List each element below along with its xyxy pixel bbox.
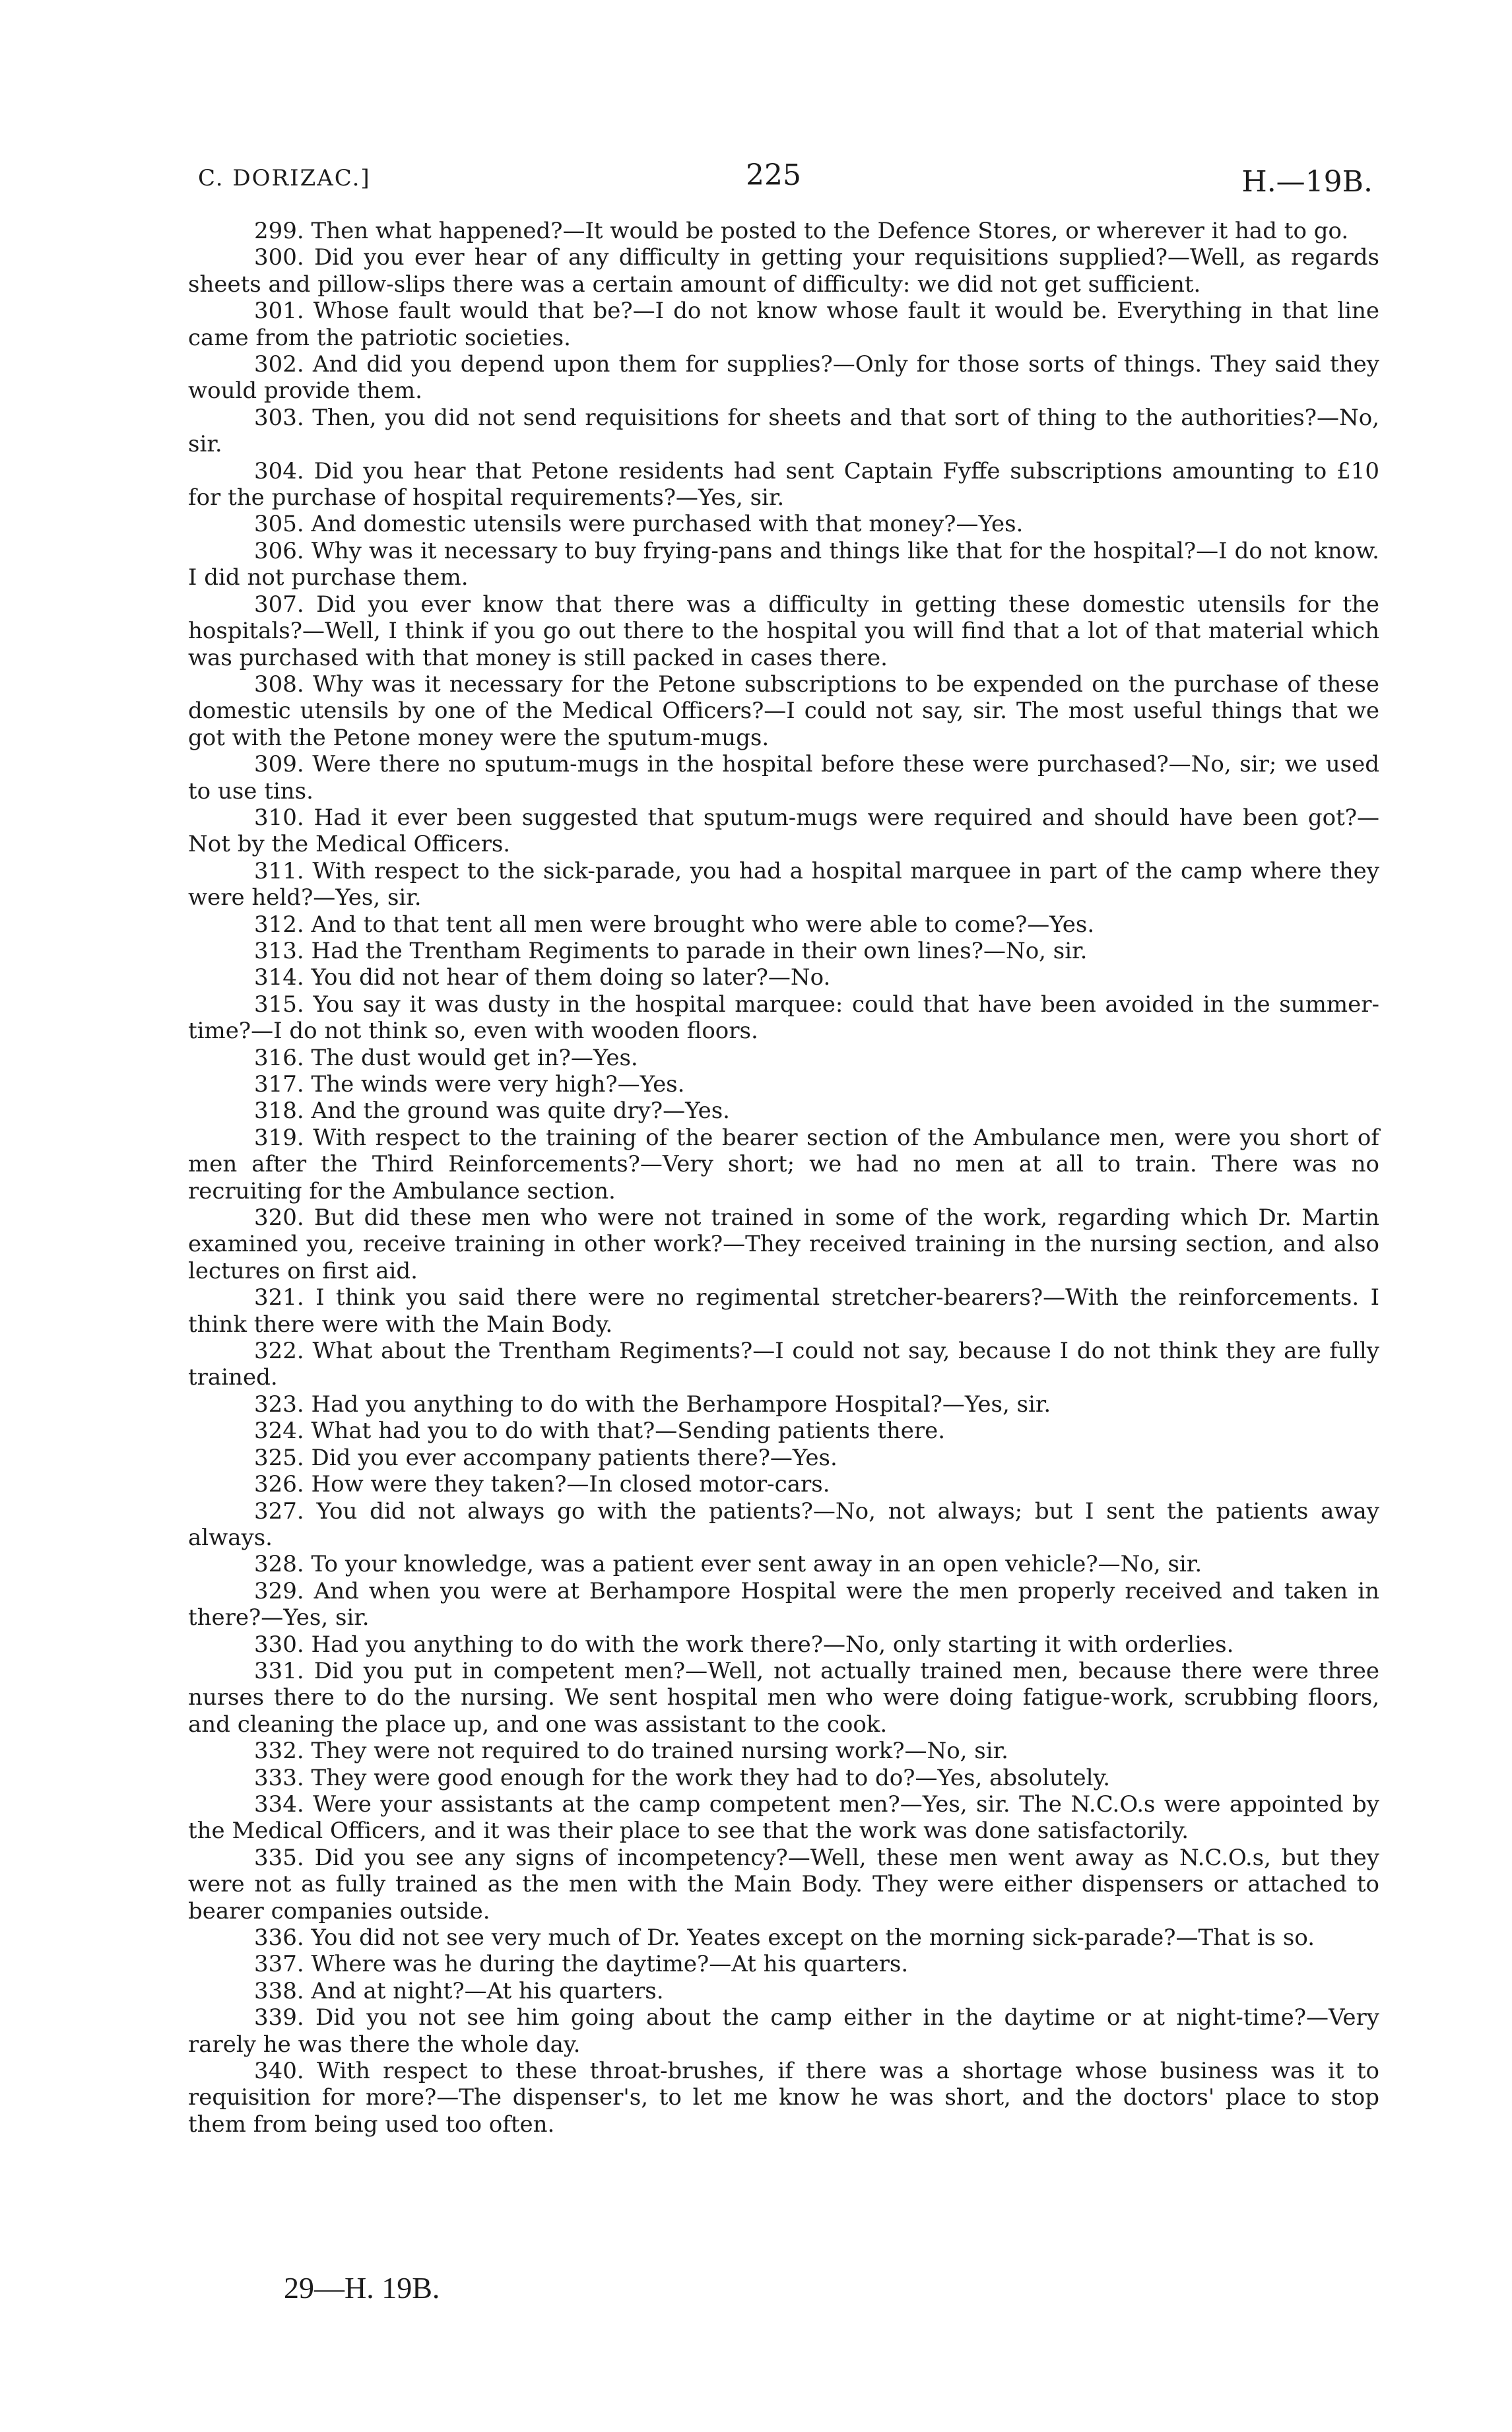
paper-reference: H.—19B. xyxy=(1241,165,1373,199)
question-316: 316. The dust would get in?—Yes. xyxy=(254,1044,638,1071)
question-320: 320. But did these men who were not trained in some of the work, regarding which Dr. Martin examined you, receive training in other work?—They received training in the nursing section, and also lectures on first aid. xyxy=(188,1204,1379,1284)
question-303: 303. Then, you did not send requisitions for sheets and that sort of thing to the authorities?—No, sir. xyxy=(188,404,1379,458)
question-331: 331. Did you put in competent men?—Well, not actually trained men, because there were three nurses there to do the nursing. We sent hospital men who were doing fatigue-work, scrubbing floors, and cleaning the place up, and one was assistant to the cook. xyxy=(188,1657,1379,1738)
question-322: 322. What about the Trentham Regiments?—I could not say, because I do not think they are fully trained. xyxy=(188,1338,1379,1391)
question-324: 324. What had you to do with that?—Sending patients there. xyxy=(254,1418,946,1445)
question-310: 310. Had it ever been suggested that sputum-mugs were required and should have been got?—Not by the Medical Officers. xyxy=(188,804,1379,858)
question-329: 329. And when you were at Berhampore Hospital were the men properly received and taken in there?—Yes, sir. xyxy=(188,1577,1379,1631)
question-333: 333. They were good enough for the work they had to do?—Yes, absolutely. xyxy=(254,1764,1110,1791)
evidence-body xyxy=(188,218,1379,2138)
page-header xyxy=(198,158,1373,211)
question-314: 314. You did not hear of them doing so later?—No. xyxy=(254,964,831,991)
question-339: 339. Did you not see him going about the camp either in the daytime or at night-time?—Very rarely he was there the whole day. xyxy=(188,2004,1379,2058)
witness-name-header: C. DORIZAC.] xyxy=(198,165,371,191)
question-300: 300. Did you ever hear of any difficulty in getting your requisitions supplied?—Well, as regards sheets and pillow-slips there was a certain amount of difficulty: we did not get sufficient. xyxy=(188,244,1379,298)
question-325: 325. Did you ever accompany patients there?—Yes. xyxy=(254,1444,838,1471)
question-309: 309. Were there no sputum-mugs in the hospital before these were purchased?—No, sir; we used to use tins. xyxy=(188,751,1379,805)
question-340: 340. With respect to these throat-brushes, if there was a shortage whose business was it to requisition for more?—The dispenser's, to let me know he was short, and the doctors' place to stop them from being used too often. xyxy=(188,2058,1379,2138)
question-301: 301. Whose fault would that be?—I do not know whose fault it would be. Everything in that line came from the patriotic societies. xyxy=(188,298,1379,351)
question-299: 299. Then what happened?—It would be posted to the Defence Stores, or wherever it had to go. xyxy=(254,218,1349,244)
question-332: 332. They were not required to do trained nursing work?—No, sir. xyxy=(254,1738,1008,1765)
page-number: 225 xyxy=(746,158,801,192)
question-311: 311. With respect to the sick-parade, you had a hospital marquee in part of the camp where they were held?—Yes, sir. xyxy=(188,857,1379,911)
question-334: 334. Were your assistants at the camp competent men?—Yes, sir. The N.C.O.s were appointed by the Medical Officers, and it was their place to see that the work was done satisfactorily. xyxy=(188,1791,1379,1845)
question-336: 336. You did not see very much of Dr. Yeates except on the morning sick-parade?—That is so. xyxy=(254,1924,1315,1951)
question-315: 315. You say it was dusty in the hospital marquee: could that have been avoided in the summer-time?—I do not think so, even with wooden floors. xyxy=(188,991,1379,1045)
question-306: 306. Why was it necessary to buy frying-pans and things like that for the hospital?—I do not know. I did not purchase them. xyxy=(188,537,1379,591)
question-319: 319. With respect to the training of the bearer section of the Ambulance men, were you short of men after the Third Reinforcements?—Very short; we had no men at all to train. There was no recruiting for the Ambulance section. xyxy=(188,1124,1379,1204)
question-338: 338. And at night?—At his quarters. xyxy=(254,1977,664,2004)
question-328: 328. To your knowledge, was a patient ever sent away in an open vehicle?—No, sir. xyxy=(254,1551,1202,1578)
question-304: 304. Did you hear that Petone residents had sent Captain Fyffe subscriptions amounting to £10 for the purchase of hospital requirements?—Yes, sir. xyxy=(188,457,1379,511)
question-317: 317. The winds were very high?—Yes. xyxy=(254,1071,685,1098)
question-323: 323. Had you anything to do with the Berhampore Hospital?—Yes, sir. xyxy=(254,1391,1051,1418)
question-305: 305. And domestic utensils were purchased with that money?—Yes. xyxy=(254,511,1024,538)
question-302: 302. And did you depend upon them for supplies?—Only for those sorts of things. They said they would provide them. xyxy=(188,351,1379,405)
question-308: 308. Why was it necessary for the Petone subscriptions to be expended on the purchase of these domestic utensils by one of the Medical Officers?—I could not say, sir. The most useful things that we got with the Petone money were the sputum-mugs. xyxy=(188,671,1379,751)
question-337: 337. Where was he during the daytime?—At his quarters. xyxy=(254,1951,909,1978)
question-312: 312. And to that tent all men were brought who were able to come?—Yes. xyxy=(254,911,1095,938)
question-313: 313. Had the Trentham Regiments to parade in their own lines?—No, sir. xyxy=(254,937,1088,964)
question-326: 326. How were they taken?—In closed motor-cars. xyxy=(254,1471,830,1498)
question-321: 321. I think you said there were no regimental stretcher-bearers?—With the reinforcements. I think there were with the Main Body. xyxy=(188,1284,1379,1338)
question-330: 330. Had you anything to do with the work there?—No, only starting it with orderlies. xyxy=(254,1631,1234,1658)
question-335: 335. Did you see any signs of incompetency?—Well, these men went away as N.C.O.s, but they were not as fully trained as the men with the Main Body. They were either dispensers or attached to bearer companies outside. xyxy=(188,1844,1379,1924)
question-318: 318. And the ground was quite dry?—Yes. xyxy=(254,1098,730,1125)
question-327: 327. You did not always go with the patients?—No, not always; but I sent the patients away always. xyxy=(188,1497,1379,1551)
question-307: 307. Did you ever know that there was a difficulty in getting these domestic utensils for the hospitals?—Well, I think if you go out there to the hospital you will find that a lot of that material which was purchased with that money is still packed in cases there. xyxy=(188,591,1379,671)
signature-mark: 29—H. 19B. xyxy=(284,2271,440,2305)
